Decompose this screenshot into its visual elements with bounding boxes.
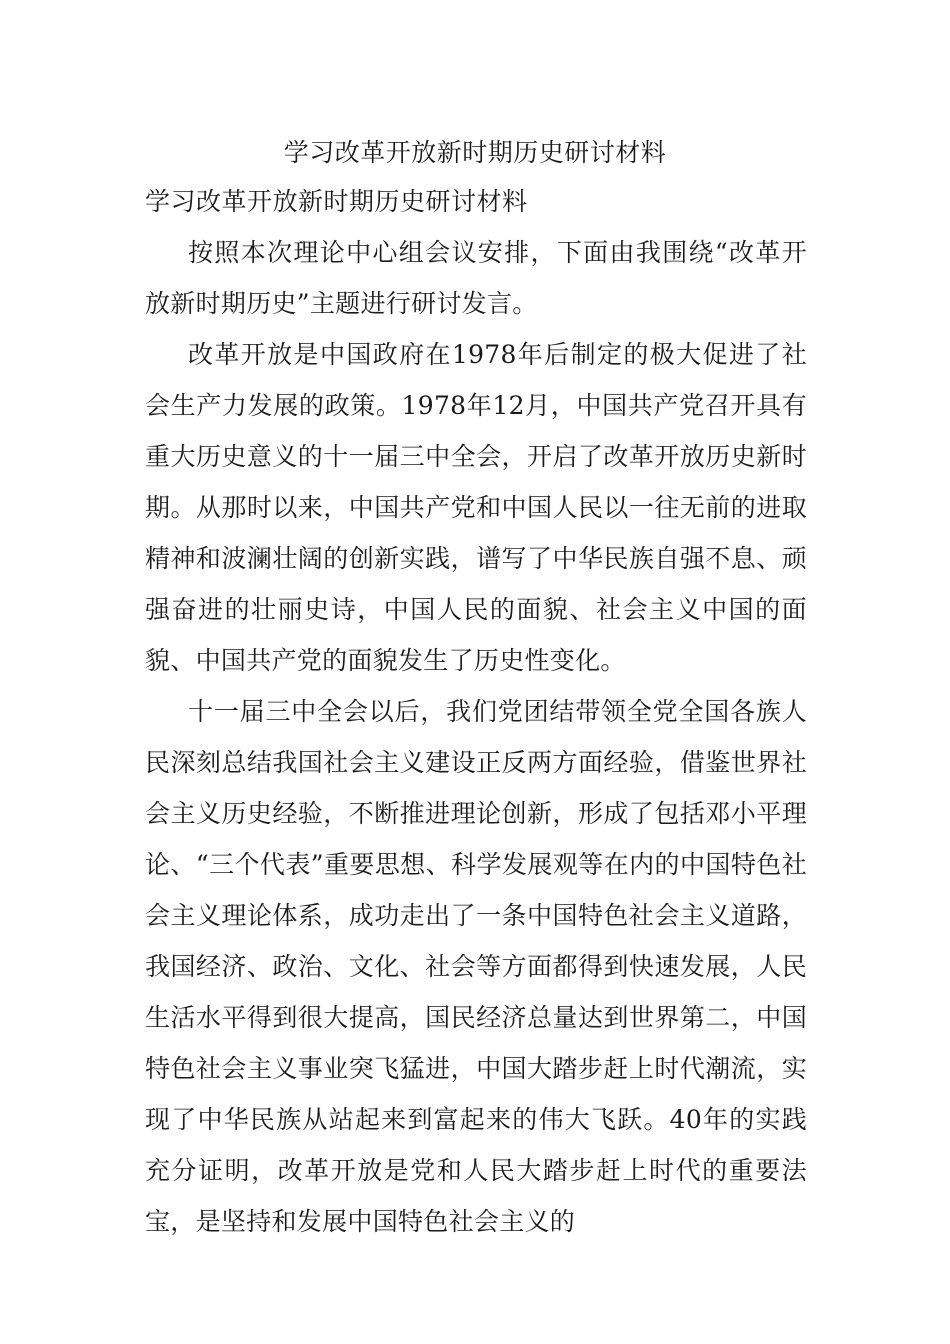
document-body [145,176,807,1247]
document-subtitle: 学习改革开放新时期历史研讨材料 [145,187,528,216]
page-title: 学习改革开放新时期历史研讨材料 [283,138,667,167]
paragraph-after-plenum: 十一届三中全会以后，我们党团结带领全党全国各族人民深刻总结我国社会主义建设正反两方面经验，借鉴世界社会主义历史经验，不断推进理论创新，形成了包括邓小平理论、“三个代表”重要思想、科学发展观等在内的中国特色社会主义理论体系，成功走出了一条中国特色社会主义道路，我国经济、政治、文化、社会等方面都得到快速发展，人民生活水平得到很大提高，国民经济总量达到世界第二，中国特色社会主义事业突飞猛进，中国大踏步赶上时代潮流，实现了中华民族从站起来到富起来的伟大飞跃。40年的实践充分证明，改革开放是党和人民大踏步赶上时代的重要法宝，是坚持和发展中国特色社会主义的 [145,697,807,1236]
paragraph-intro: 按照本次理论中心组会议安排，下面由我围绕“改革开放新时期历史”主题进行研讨发言。 [145,238,807,318]
paragraph-reform-overview: 改革开放是中国政府在1978年后制定的极大促进了社会生产力发展的政策。1978年12月，中国共产党召开具有重大历史意义的十一届三中全会，开启了改革开放历史新时期。从那时以来，中国共产党和中国人民以一往无前的进取精神和波澜壮阔的创新实践，谱写了中华民族自强不息、顽强奋进的壮丽史诗，中国人民的面貌、社会主义中国的面貌、中国共产党的面貌发生了历史性变化。 [145,340,807,675]
